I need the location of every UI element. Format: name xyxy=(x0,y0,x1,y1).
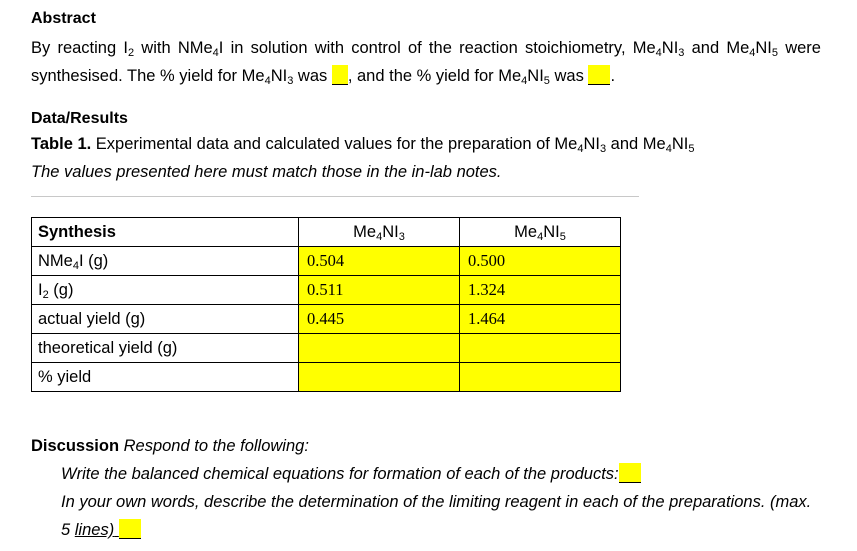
cell-me4ni5[interactable] xyxy=(460,334,621,363)
discussion-intro: Discussion Respond to the following: xyxy=(31,437,309,455)
cell-me4ni3[interactable]: 0.504 xyxy=(299,247,460,276)
row-label: % yield xyxy=(32,363,299,392)
table-row xyxy=(32,276,621,305)
abstract-heading: Abstract xyxy=(31,10,96,27)
table-row xyxy=(32,334,621,363)
header-me4ni3: $Me_4NI_3$ xyxy=(299,218,460,247)
row-label: actual yield (g) xyxy=(32,305,299,334)
cell-me4ni3[interactable]: 0.511 xyxy=(299,276,460,305)
limiting-reagent-answer-blank[interactable] xyxy=(119,519,141,539)
discussion-heading: Discussion xyxy=(31,437,120,455)
header-me4ni5: $Me_4NI_5$ xyxy=(460,218,621,247)
data-results-heading: Data/Results xyxy=(31,110,128,127)
yield-me4ni5-blank[interactable] xyxy=(588,65,610,85)
table-row xyxy=(32,363,621,392)
abstract-paragraph: By reacting $I_2$ with NMe$_4$I in solution with control of the reaction stoichiometry, $Me_4NI_3$ and $Me_4NI_5$ were synthesised. The % yield for $Me_4NI_3$ was , and the % yield for $Me_4NI_5$ was . xyxy=(31,39,821,87)
table-header-row xyxy=(32,218,621,247)
row-label: $I_2$ (g) xyxy=(32,276,299,305)
divider xyxy=(31,196,639,197)
row-label: NMe$_4$I (g) xyxy=(32,247,299,276)
cell-me4ni3[interactable] xyxy=(299,363,460,392)
cell-me4ni5[interactable]: 0.500 xyxy=(460,247,621,276)
discussion-item-limiting-reagent: In your own words, describe the determination of the limiting reagent in each of the preparations. (max. 5 lines) xyxy=(61,493,812,539)
cell-me4ni3[interactable] xyxy=(299,334,460,363)
row-label: theoretical yield (g) xyxy=(32,334,299,363)
header-synthesis: Synthesis xyxy=(32,218,299,247)
equations-answer-blank[interactable] xyxy=(619,463,641,483)
cell-me4ni5[interactable]: 1.324 xyxy=(460,276,621,305)
table-row xyxy=(32,247,621,276)
document-page xyxy=(31,8,821,544)
cell-me4ni5[interactable]: 1.464 xyxy=(460,305,621,334)
yield-me4ni3-blank[interactable] xyxy=(332,65,348,85)
discussion-item-equations: Write the balanced chemical equations for formation of each of the products: xyxy=(61,460,821,488)
table-row xyxy=(32,305,621,334)
cell-me4ni3[interactable]: 0.445 xyxy=(299,305,460,334)
cell-me4ni5[interactable] xyxy=(460,363,621,392)
table-caption: Table 1. Experimental data and calculated values for the preparation of $Me_4NI_3$ and $Me_4NI_5$ xyxy=(31,135,695,155)
results-table xyxy=(31,217,621,392)
table-note: The values presented here must match those in the in-lab notes. xyxy=(31,163,502,181)
